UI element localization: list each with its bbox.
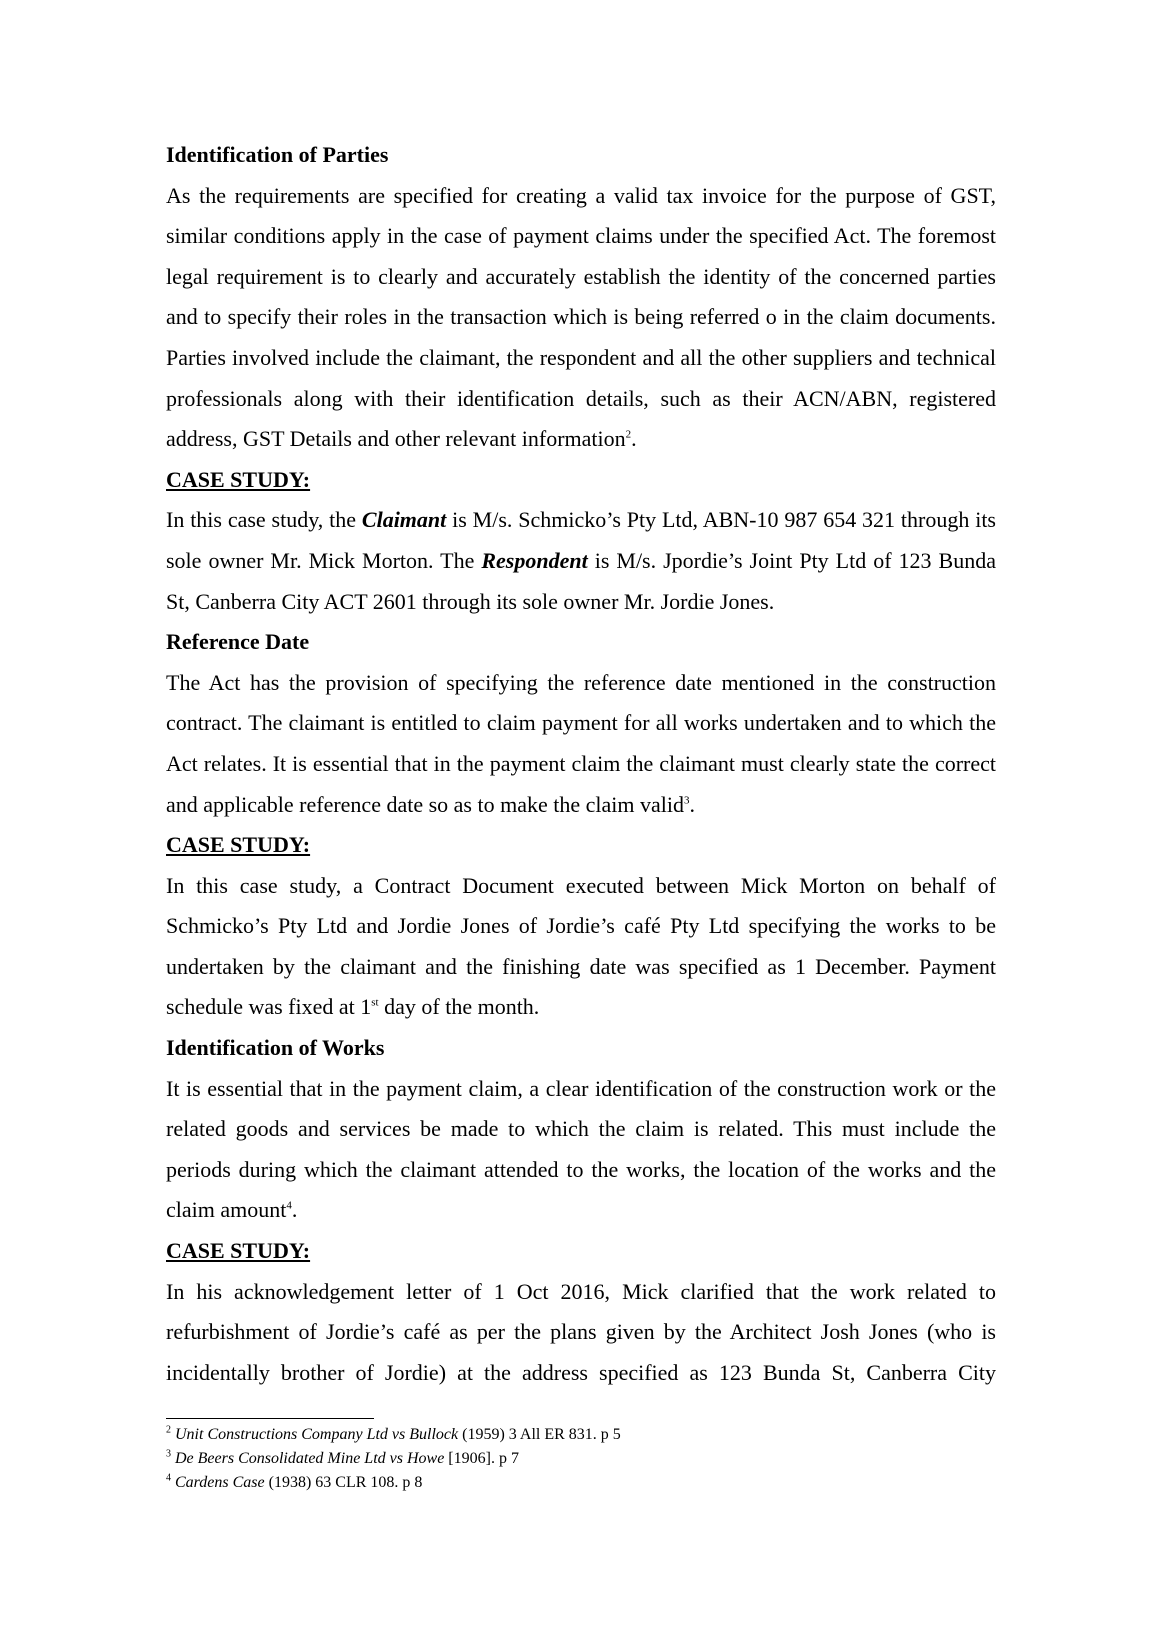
footnote-ref-2: 2 — [625, 428, 632, 441]
document-body — [166, 135, 996, 1393]
paragraph-case-study-works: In his acknowledgement letter of 1 Oct 2016, Mick clarified that the work related to refurbishment of Jordie’s café as per the plans given by the Architect Josh Jones (who is incidentally brother of Jordie) at the address specified as 123 Bunda St, Canberra City — [166, 1278, 996, 1385]
paragraph-identification-of-parties: As the requirements are specified for creating a valid tax invoice for the purpose of GST, similar conditions apply in the case of payment claims under the specified Act. The foremost legal requirement is to clearly and accurately establish the identity of the concerned parties and to specify their roles in the transaction which is being referred o in the claim documents. Parties involved include the claimant, the respondent and all the other suppliers and technical professionals along with their identification details, such as their ACN/ABN, registered address, GST Details and other relevant information$^2$. — [166, 182, 996, 452]
footnotes — [166, 1423, 996, 1495]
paragraph-case-study-parties: In this case study, the Claimant is M/s. Schmicko’s Pty Ltd, ABN-10 987 654 321 through its sole owner Mr. Mick Morton. The Respondent is M/s. Jpordie’s Joint Pty Ltd of 123 Bunda St, Canberra City ACT 2601 through its sole owner Mr. Jordie Jones. — [166, 507, 996, 614]
footnote-4: $^4$ Cardens Case (1938) 63 CLR 108. p 8 — [166, 1472, 423, 1491]
respondent-term: Respondent — [481, 547, 588, 573]
section-heading-reference-date: Reference Date — [166, 629, 310, 655]
section-heading-identification-of-works: Identification of Works — [166, 1035, 385, 1061]
case-study-label-1: CASE STUDY: — [166, 466, 311, 492]
section-heading-identification-of-parties: Identification of Parties — [166, 142, 389, 167]
paragraph-identification-of-works: It is essential that in the payment claim, a clear identification of the construction work or the related goods and services be made to which the claim is related. This must include the periods during which the claimant attended to the works, the location of the works and the claim amount$^4$. — [166, 1075, 996, 1223]
footnote-3: $^3$ De Beers Consolidated Mine Ltd vs Howe [1906]. p 7 — [166, 1448, 519, 1467]
footnote-ref-4: 4 — [286, 1200, 292, 1213]
paragraph-case-study-contract: In this case study, a Contract Document executed between Mick Morton on behalf of Schmicko’s Pty Ltd and Jordie Jones of Jordie’s café Pty Ltd specifying the works to be undertaken by the claimant and the finishing date was specified as 1 December. Payment schedule was fixed at 1st day of the month. — [166, 872, 996, 1020]
claimant-term: Claimant — [361, 507, 447, 533]
case-study-label-3: CASE STUDY: — [166, 1238, 311, 1264]
case-study-label-2: CASE STUDY: — [166, 832, 311, 858]
ordinal-superscript: st — [371, 997, 379, 1010]
footnote-ref-3: 3 — [683, 794, 690, 807]
footnote-separator — [166, 1418, 374, 1419]
footnote-2: $^2$ Unit Constructions Company Ltd vs Bullock (1959) 3 All ER 831. p 5 — [166, 1424, 621, 1443]
paragraph-reference-date: The Act has the provision of specifying the reference date mentioned in the construction contract. The claimant is entitled to claim payment for all works undertaken and to which the Act relates. It is essential that in the payment claim the claimant must clearly state the correct and applicable reference date so as to make the claim valid$^3$. — [166, 669, 996, 817]
